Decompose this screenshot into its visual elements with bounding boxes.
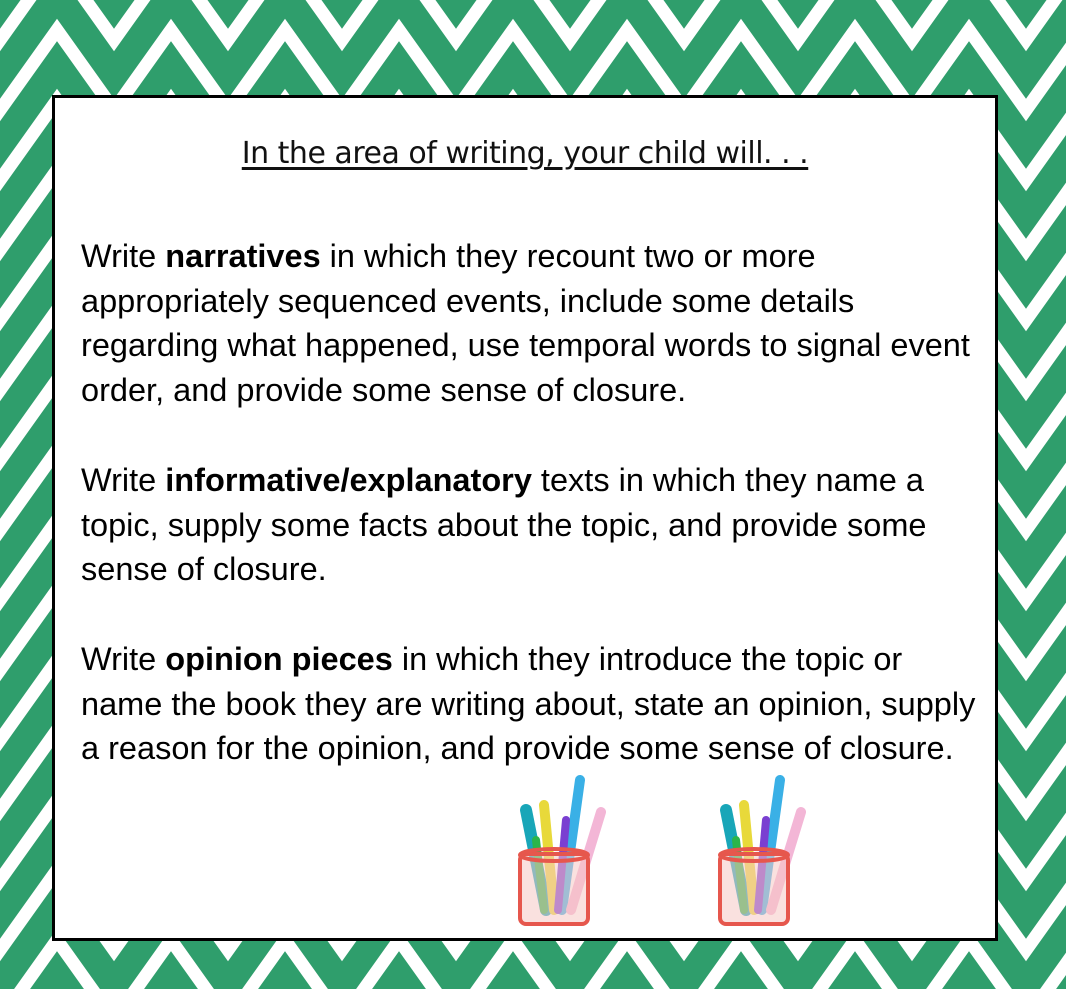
informative-paragraph	[81, 458, 991, 592]
paragraph-text: in which they recount two or more appropriately sequenced events, include some details regarding what happened, use temporal words to signal event order, and provide some sense of closure.	[81, 238, 970, 408]
paragraph-keyword: informative/explanatory	[165, 462, 532, 498]
opinion-paragraph	[81, 637, 991, 771]
paragraph-prefix: Write	[81, 462, 166, 498]
pencil-cup-icon	[696, 770, 816, 930]
paragraph-prefix: Write	[81, 238, 166, 274]
info-card	[52, 95, 998, 941]
paragraph-keyword: opinion pieces	[165, 641, 393, 677]
paragraph-text: texts in which they name a topic, supply some facts about the topic, and provide some sense of closure.	[81, 462, 927, 587]
paragraph-keyword: narratives	[165, 238, 321, 274]
narratives-paragraph	[81, 234, 991, 412]
paragraph-prefix: Write	[81, 641, 166, 677]
page-title: In the area of writing, your child will. . .	[241, 136, 809, 171]
pencil-cup-icon	[496, 770, 616, 930]
paragraph-text: in which they introduce the topic or name the book they are writing about, state an opinion, supply a reason for the opinion, and provide some sense of closure.	[81, 641, 976, 766]
